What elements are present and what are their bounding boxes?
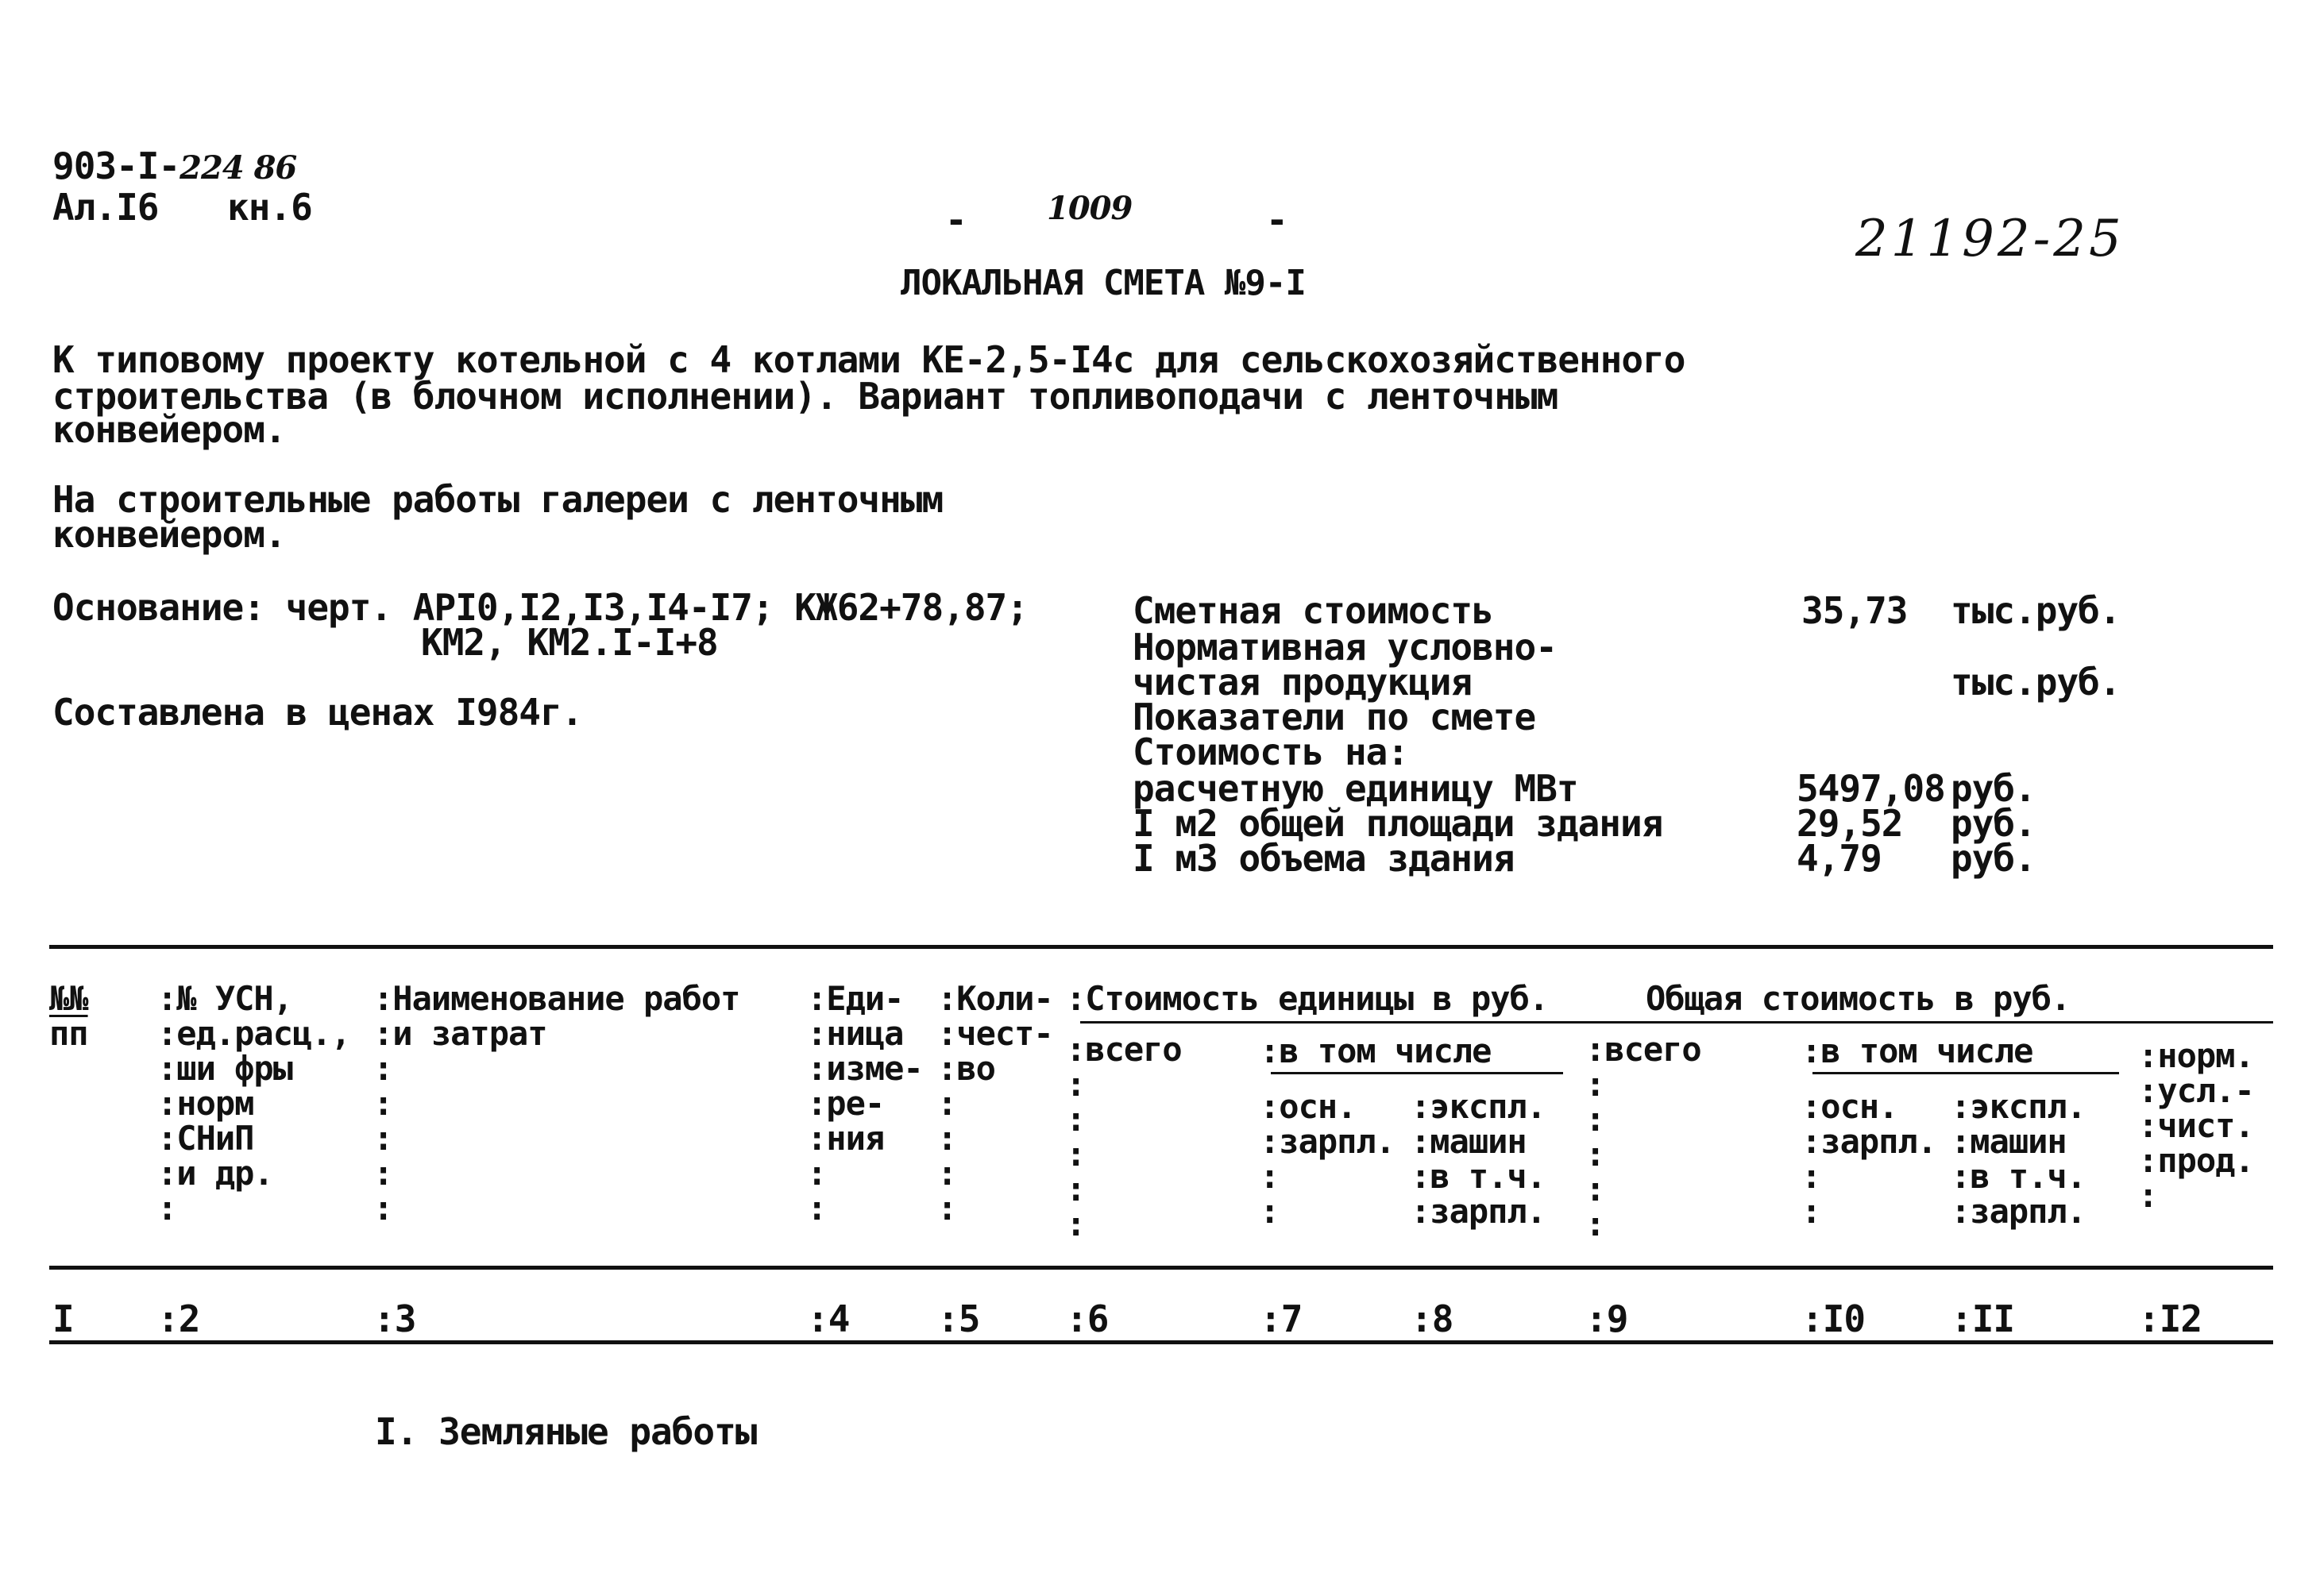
purpose-line-1: На строительные работы галереи с ленточным [52,478,944,521]
col5-line: :во [937,1049,995,1088]
norm-line: :чист. [2138,1106,2254,1145]
document-title: ЛОКАЛЬНАЯ СМЕТА №9-I [901,263,1306,303]
document-code-prefix: 903-I- [52,145,180,187]
col-number-4: :4 [807,1297,850,1340]
unit-total-line: : [1066,1100,1086,1139]
col5-line: :чест- [937,1014,1053,1053]
per-m2-label: I м2 общей площади здания [1133,802,1663,845]
col3-line: :Наименование работ [373,979,740,1018]
unit-cost-group-header: :Стоимость единицы в руб. [1066,979,1549,1018]
total-osn-line: :осн. [1801,1087,1898,1126]
per-mw-value: 5497,08 [1797,767,1945,810]
col-number-1: I [52,1297,74,1340]
col1-line-2: пп [49,1014,88,1053]
col4-line: :ре- [807,1084,885,1123]
norm-line: :норм. [2138,1036,2254,1075]
col-number-7: :7 [1260,1297,1303,1340]
prices-line: Составлена в ценах I984г. [52,691,583,734]
col3-line: : [373,1154,393,1193]
total-osn-header [1801,1089,1936,1229]
total-incl-underline [1812,1072,2119,1074]
unit-total-line: : [1066,1205,1086,1243]
table-header-bottom-rule [49,1266,2273,1270]
unit-incl-underline [1271,1072,1563,1074]
total-osn-line: : [1801,1157,1821,1196]
indicators-label: Показатели по смете [1133,696,1536,738]
col1-line-1: №№ [49,979,88,1018]
unit-eksp-line: :машин [1411,1122,1527,1161]
album-label: Ал.I6 [52,186,159,229]
col3-line: : [373,1084,393,1123]
unit-eksp-header [1411,1089,1546,1229]
per-m3-value: 4,79 [1797,837,1882,880]
per-mw-unit: руб. [1951,767,2036,810]
col5-header [937,981,1053,1226]
col-number-8: :8 [1411,1297,1453,1340]
total-eksp-header [1951,1089,2086,1229]
norm-header [2138,1036,2254,1215]
col5-line: : [937,1189,957,1228]
col-number-6: :6 [1066,1297,1109,1340]
unit-osn-line: : [1260,1192,1280,1231]
normative-unit: тыс.руб. [1951,661,2121,704]
col-number-10: :I0 [1801,1297,1866,1340]
col2-line: :и др. [157,1154,273,1193]
col3-line: : [373,1049,393,1088]
unit-total-line: : [1066,1065,1086,1104]
per-mw-label: расчетную единицу МВт [1133,767,1578,810]
total-total-line: : [1585,1170,1605,1209]
unit-total-line: : [1066,1170,1086,1209]
norm-line: : [2138,1176,2158,1215]
col-number-2: :2 [157,1297,200,1340]
stamp-number: 21192-25 [1855,210,2125,268]
unit-eksp-line: :экспл. [1411,1087,1546,1126]
col4-line: :изме- [807,1049,923,1088]
total-incl-header: :в том числе [1801,1031,2033,1070]
description-line-1: К типовому проекту котельной с 4 котлами КЕ-2,5-I4с для сельскохозяйственного [52,338,1685,381]
norm-line: :прод. [2138,1141,2254,1180]
document-code [52,145,297,187]
col1-header [49,981,88,1051]
total-eksp-line: :экспл. [1951,1087,2086,1126]
unit-osn-line: :зарпл. [1260,1122,1395,1161]
page-dash-left: - [945,199,967,241]
unit-eksp-line: :в т.ч. [1411,1157,1546,1196]
norm-line: :усл.- [2138,1071,2254,1110]
unit-incl-header: :в том числе [1260,1031,1492,1070]
per-m2-unit: руб. [1951,802,2036,845]
col-number-3: :3 [373,1297,416,1340]
estimated-cost-value: 35,73 [1801,589,1908,632]
col2-line: :№ УСН, [157,979,293,1018]
col4-line: :ния [807,1119,885,1158]
per-m2-value: 29,52 [1797,802,1903,845]
total-cost-group-header: Общая стоимость в руб. [1646,979,2071,1018]
col2-line: :ши фры [157,1049,293,1088]
col4-line: :Еди- [807,979,904,1018]
normative-label-2: чистая продукция [1133,661,1473,704]
total-total-line: : [1585,1135,1605,1174]
unit-eksp-line: :зарпл. [1411,1192,1546,1231]
per-m3-label: I м3 объема здания [1133,837,1515,880]
normative-label-1: Нормативная условно- [1133,626,1557,669]
col2-line: :ед.расц., [157,1014,350,1053]
description-line-2: строительства (в блочном исполнении). Вариант топливоподачи с ленточным [52,375,1558,418]
total-osn-line: : [1801,1192,1821,1231]
col4-line: : [807,1154,827,1193]
total-total-line: : [1585,1065,1605,1104]
col2-line: : [157,1189,177,1228]
col5-line: :Коли- [937,979,1053,1018]
table-numbers-bottom-rule [49,1340,2273,1344]
basis-line-1: Основание: черт. АРI0,I2,I3,I4-I7; КЖ62+78,87; [52,586,1028,629]
book-label: кн.6 [227,186,312,229]
total-total-line: : [1585,1100,1605,1139]
table-top-rule [49,945,2273,949]
col-number-11: :II [1951,1297,2015,1340]
unit-osn-line: :осн. [1260,1087,1357,1126]
total-eksp-line: :в т.ч. [1951,1157,2086,1196]
col4-line: :ница [807,1014,904,1053]
unit-osn-header [1260,1089,1395,1229]
purpose-line-2: конвейером. [52,513,286,556]
per-m3-unit: руб. [1951,837,2036,880]
col3-line: :и затрат [373,1014,547,1053]
col5-line: : [937,1154,957,1193]
col4-line: : [807,1189,827,1228]
total-total-header [1585,1032,1701,1242]
total-eksp-line: :зарпл. [1951,1192,2086,1231]
col-number-5: :5 [937,1297,980,1340]
description-line-3: конвейером. [52,408,286,451]
unit-total-line: : [1066,1135,1086,1174]
col5-line: : [937,1119,957,1158]
estimated-cost-label: Сметная стоимость [1133,589,1493,632]
col3-line: : [373,1119,393,1158]
col-number-12: :I2 [2138,1297,2202,1340]
section-title: I. Земляные работы [375,1410,757,1453]
col-number-9: :9 [1585,1297,1628,1340]
col3-line: : [373,1189,393,1228]
group-header-underline [1080,1021,2273,1024]
col2-line: :норм [157,1084,254,1123]
total-eksp-line: :машин [1951,1122,2067,1161]
unit-total-line: :всего [1066,1030,1182,1069]
cost-per-label: Стоимость на: [1133,731,1409,773]
estimated-cost-unit: тыс.руб. [1951,589,2121,632]
col5-line: : [937,1084,957,1123]
basis-line-2: КМ2, КМ2.I-I+8 [421,621,718,664]
col2-line: :СНиП [157,1119,254,1158]
total-osn-line: :зарпл. [1801,1122,1937,1161]
col4-header [807,981,923,1226]
col3-header [373,981,739,1226]
document-code-handwritten: 224 86 [180,149,297,187]
page-dash-right: - [1266,199,1287,241]
unit-total-header [1066,1032,1182,1242]
page-number: 1009 [1047,190,1133,227]
unit-osn-line: : [1260,1157,1280,1196]
total-total-line: : [1585,1205,1605,1243]
col2-header [157,981,350,1226]
total-total-line: :всего [1585,1030,1701,1069]
